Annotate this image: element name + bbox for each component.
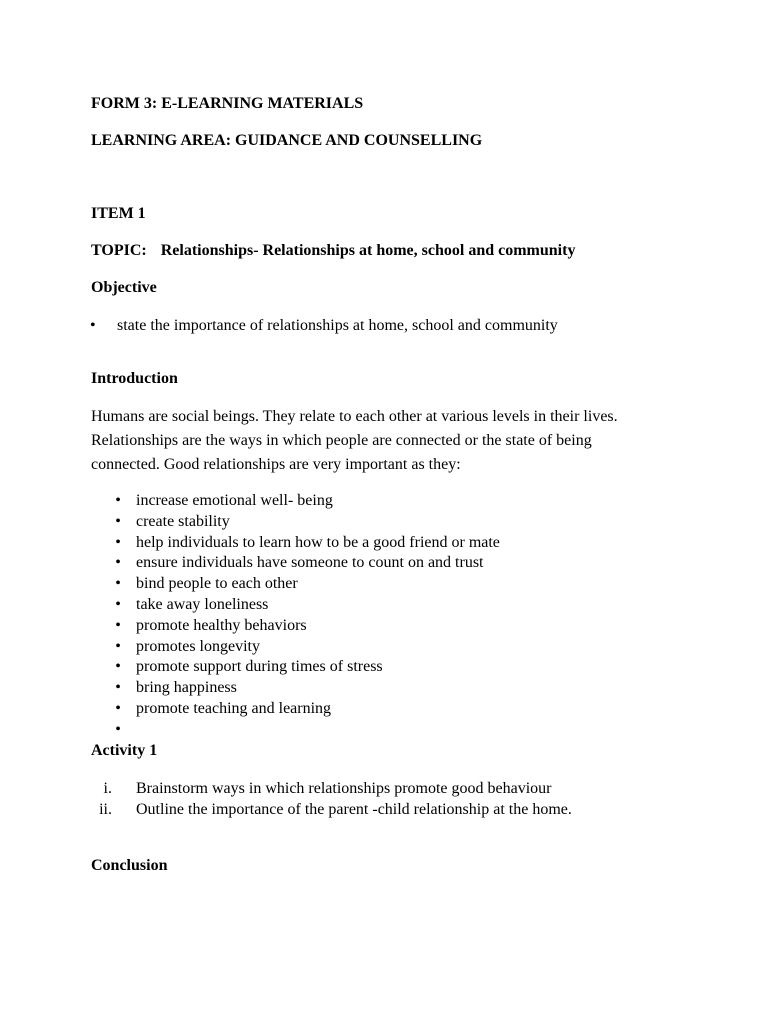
bullet-dot: • <box>115 679 121 697</box>
paragraph-line: Humans are social beings. They relate to each other at various levels in their lives. <box>91 408 618 425</box>
list-item: i. Brainstorm ways in which relationships promote good behaviour <box>0 778 572 799</box>
bullet-dot: • <box>115 533 121 551</box>
list-item: • promote support during times of stress <box>0 657 500 678</box>
list-item: • increase emotional well- being <box>0 491 500 512</box>
bullet-dot: • <box>115 616 121 634</box>
bullet-dot: • <box>115 512 121 530</box>
list-item: • take away loneliness <box>0 595 500 616</box>
bullet-dot: • <box>115 637 121 655</box>
objective-heading: Objective <box>91 279 157 296</box>
list-item: • promote healthy behaviors <box>0 616 500 637</box>
bullet-dot: • <box>115 658 121 676</box>
conclusion-heading: Conclusion <box>91 857 168 874</box>
introduction-paragraph <box>91 405 691 477</box>
list-item: • promotes longevity <box>0 637 500 658</box>
importance-list <box>0 491 500 741</box>
list-item <box>0 720 500 741</box>
list-item: • bring happiness <box>0 678 500 699</box>
bullet-dot: • <box>115 554 121 572</box>
list-item: • promote teaching and learning <box>0 699 500 720</box>
objective-text: state the importance of relationships at home, school and community <box>117 317 558 334</box>
list-item: ii. Outline the importance of the parent -child relationship at the home. <box>0 799 572 820</box>
bullet-dot: • <box>115 595 121 613</box>
bullet-dot: • <box>115 720 121 738</box>
bullet-dot: • <box>115 575 121 593</box>
activity-heading: Activity 1 <box>91 742 158 759</box>
item-number: i. <box>103 780 112 797</box>
list-item: • help individuals to learn how to be a good friend or mate <box>0 533 500 554</box>
activity-list <box>0 778 572 820</box>
list-item: • create stability <box>0 512 500 533</box>
list-item: • ensure individuals have someone to count on and trust <box>0 553 500 574</box>
learning-area-title: LEARNING AREA: GUIDANCE AND COUNSELLING <box>91 132 483 149</box>
topic-line <box>91 241 575 261</box>
item-number: ii. <box>99 801 112 818</box>
list-item: • bind people to each other <box>0 574 500 595</box>
form-title: FORM 3: E-LEARNING MATERIALS <box>91 95 364 112</box>
paragraph-line: connected. Good relationships are very important as they: <box>91 456 461 473</box>
objective-bullet: • <box>90 317 96 334</box>
topic-text: Relationships- Relationships at home, school and community <box>160 242 576 259</box>
bullet-dot: • <box>115 492 121 509</box>
paragraph-line: Relationships are the ways in which people are connected or the state of being <box>91 432 592 449</box>
topic-label: TOPIC: <box>91 242 147 259</box>
introduction-heading: Introduction <box>91 370 178 387</box>
bullet-dot: • <box>115 699 121 717</box>
item-title: ITEM 1 <box>91 205 146 222</box>
